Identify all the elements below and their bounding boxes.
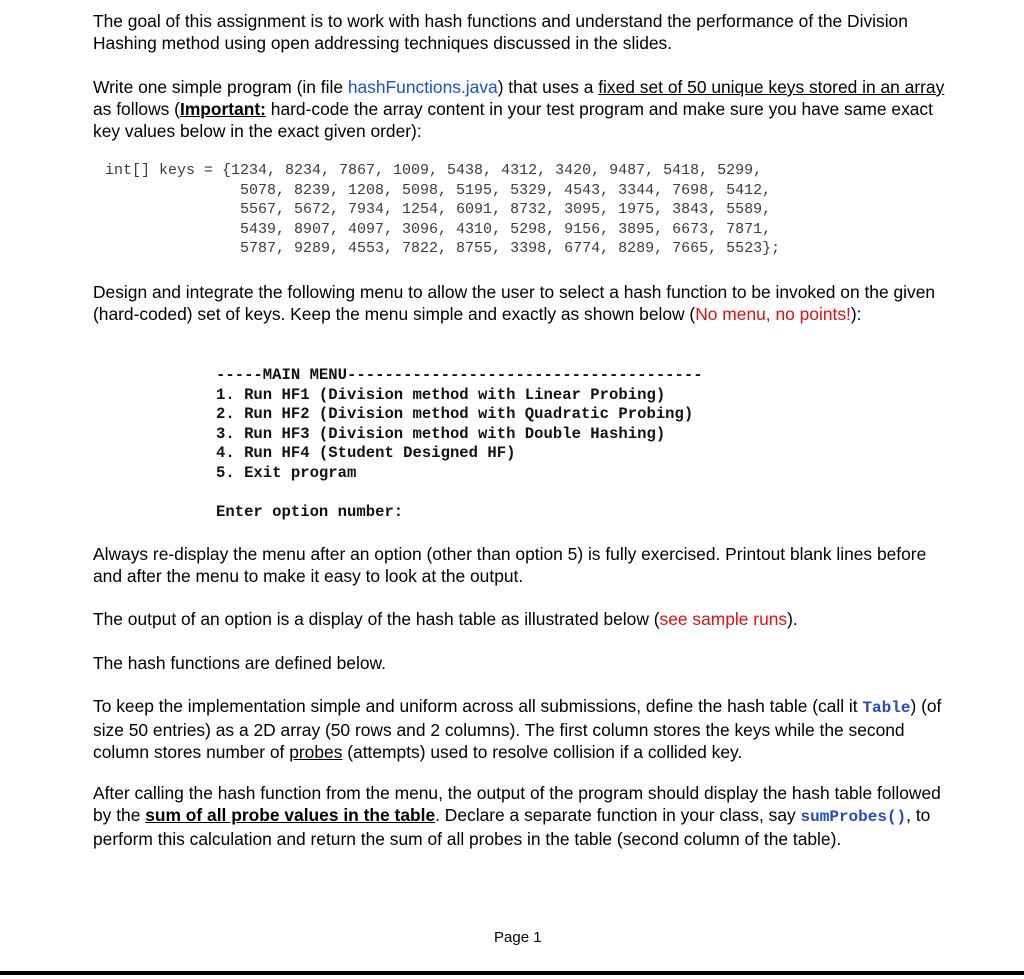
text-span: , to perform this calculation and return the sum of all probes in the table (second column of the table). [93,805,931,849]
text-span: After calling the hash function from the menu, the output of the program should display the hash table followed by the [93,783,941,825]
keys-array-code: int[] keys = {1234, 8234, 7867, 1009, 5438, 4312, 3420, 9487, 5418, 5299, 5078, 8239, 1208, 5098, 5195, 5329, 4543, 3344, 7698, 5412, 5567, 5672, 7934, 1254, 6091, 8732, 3095, 1975, 3843, 5589, 5439, 8907, 4097, 3096, 4310, 5298, 9156, 3895, 6673, 7871, 5787, 9289, 4553, 7822, 8755, 3398, 6774, 8289, 7665, 5523}; [105,162,781,258]
program-paragraph [93,76,953,142]
sumprobes-identifier: sumProbes() [800,808,907,826]
text-span: (attempts) used to resolve collision if a collided key. [342,742,743,762]
hash-functions-paragraph: The hash functions are defined below. [93,653,386,673]
text-span: ). [787,609,798,629]
probes-underline: probes [289,742,343,762]
no-menu-warning: No menu, no points! [695,304,851,324]
text-span: The output of an option is a display of the hash table as illustrated below ( [93,609,660,629]
text-span: ) that uses a [497,77,599,97]
page-number: Page 1 [494,929,542,946]
important-label: Important: [179,99,266,119]
fixed-keys-underline: fixed set of 50 unique keys stored in an array [598,77,945,97]
main-menu-code: -----MAIN MENU-------------------------------------- 1. Run HF1 (Division method with Linear Probing) 2. Run HF2 (Division method with Quadratic Probing) 3. Run HF3 (Division method with Double Hashing) 4. Run HF4 (Student Designed HF) 5. Exit program Enter option number: [216,366,703,522]
sum-probes-paragraph [93,782,953,850]
footer-divider [0,971,1024,975]
sum-probes-emphasis: sum of all probe values in the table [145,805,436,825]
text-span: ): [850,304,862,324]
text-span: hard-code the array content in your test program and make sure you have same exact key values below in the exact given order): [93,99,933,141]
file-name: hashFunctions.java [347,77,498,97]
table-identifier: Table [862,699,911,717]
redisplay-paragraph: Always re-display the menu after an option (other than option 5) is fully exercised. Printout blank lines before and after the menu to make it easy to look at the output. [93,544,927,586]
table-paragraph [93,695,953,763]
text-span: as follows ( [93,99,180,119]
text-span: Write one simple program (in file [93,77,348,97]
menu-paragraph [93,281,953,325]
text-span: Design and integrate the following menu to allow the user to select a hash function to be invoked on the given (hard-coded) set of keys. Keep the menu simple and exactly as shown below ( [93,282,936,324]
output-paragraph [93,608,953,630]
intro-paragraph: The goal of this assignment is to work with hash functions and understand the performance of the Division Hashing method using open addressing techniques discussed in the slides. [93,11,908,53]
text-span: To keep the implementation simple and uniform across all submissions, define the hash table (call it [93,696,863,716]
text-span: ) (of size 50 entries) as a 2D array (50 rows and 2 columns). The first column stores the keys while the second column stores number of [93,696,942,762]
sample-runs-link: see sample runs [659,609,788,629]
text-span: . Declare a separate function in your class, say [435,805,801,825]
